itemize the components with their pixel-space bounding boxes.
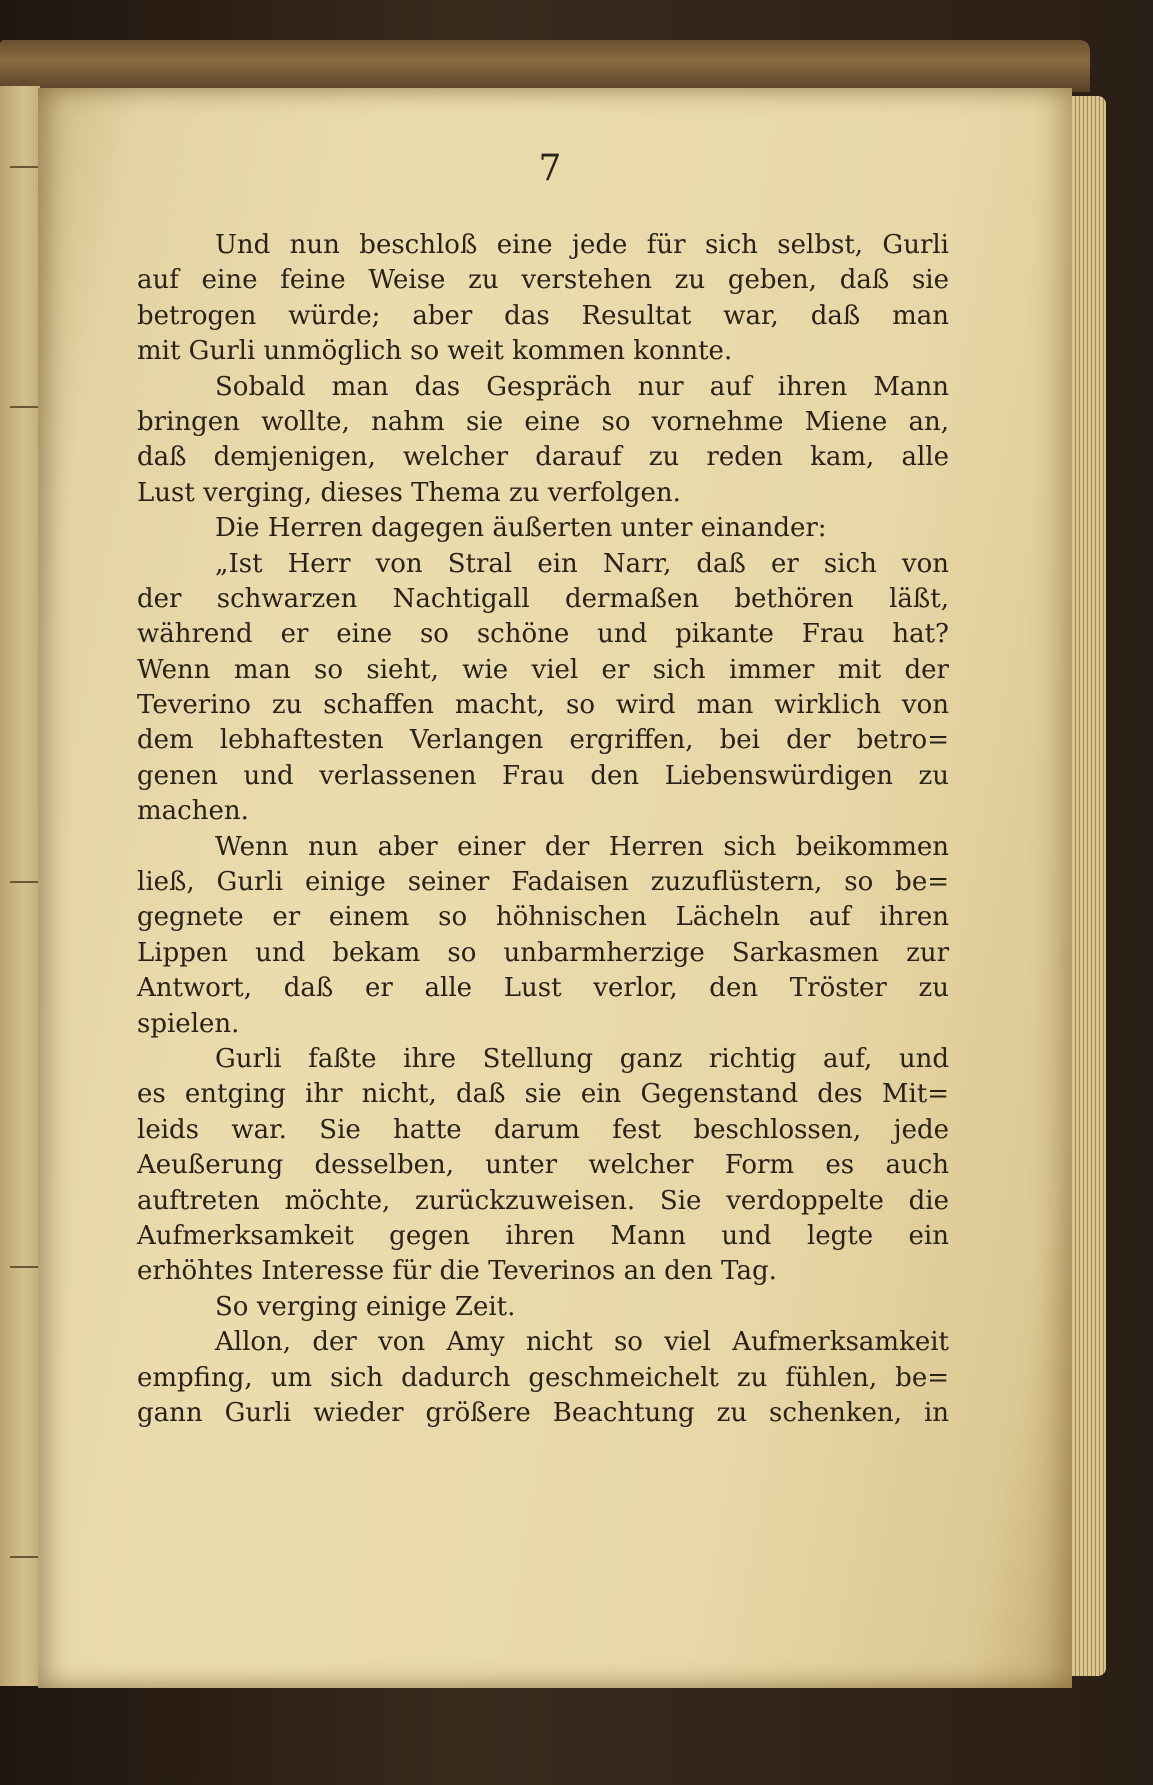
text-line: es entging ihr nicht, daß sie ein Gegenstand des Mit=	[137, 1079, 949, 1110]
binding-thread-mark	[10, 1556, 38, 1558]
text-line: Antwort, daß er alle Lust verlor, den Tröster zu	[137, 973, 949, 1004]
text-line: „Ist Herr von Stral ein Narr, daß er sich von	[215, 548, 949, 579]
binding-thread-mark	[10, 166, 38, 168]
binding-thread-mark	[10, 881, 38, 883]
binding-thread-mark	[10, 1266, 38, 1268]
text-line: auf eine feine Weise zu verstehen zu geben, daß sie	[137, 265, 949, 296]
text-line: Die Herren dagegen äußerten unter einander:	[215, 513, 827, 544]
text-line: dem lebhaftesten Verlangen ergriffen, bei der betro=	[137, 725, 949, 756]
text-line: mit Gurli unmöglich so weit kommen konnte.	[137, 336, 733, 367]
binding-thread-mark	[10, 406, 38, 408]
page-text	[137, 228, 949, 1431]
text-line: Aeußerung desselben, unter welcher Form es auch	[137, 1150, 949, 1181]
text-line: erhöhtes Interesse für die Teverinos an den Tag.	[137, 1256, 777, 1287]
text-line: Teverino zu schaffen macht, so wird man wirklich von	[137, 690, 949, 721]
text-line: leids war. Sie hatte darum fest beschlossen, jede	[137, 1114, 949, 1145]
text-line: machen.	[137, 796, 249, 827]
text-line: Wenn man so sieht, wie viel er sich immer mit der	[137, 654, 949, 685]
text-line: daß demjenigen, welcher darauf zu reden kam, alle	[137, 442, 949, 473]
text-line: ließ, Gurli einige seiner Fadaisen zuzuflüstern, so be=	[137, 867, 949, 898]
text-line: während er eine so schöne und pikante Frau hat?	[137, 619, 949, 650]
text-line: Lust verging, dieses Thema zu verfolgen.	[137, 477, 681, 508]
text-line: Lippen und bekam so unbarmherzige Sarkasmen zur	[137, 937, 949, 968]
text-line: Sobald man das Gespräch nur auf ihren Mann	[215, 371, 949, 402]
text-line: So verging einige Zeit.	[215, 1291, 516, 1322]
text-line: Allon, der von Amy nicht so viel Aufmerksamkeit	[215, 1327, 949, 1358]
text-line: gegnete er einem so höhnischen Lächeln auf ihren	[137, 902, 949, 933]
text-line: betrogen würde; aber das Resultat war, daß man	[137, 300, 949, 331]
text-line: empfing, um sich dadurch geschmeichelt zu fühlen, be=	[137, 1362, 949, 1393]
page-number: 7	[538, 148, 562, 189]
text-line: Gurli faßte ihre Stellung ganz richtig auf, und	[215, 1043, 949, 1074]
text-line: Wenn nun aber einer der Herren sich beikommen	[215, 831, 949, 862]
text-line: der schwarzen Nachtigall dermaßen bethören läßt,	[137, 583, 949, 614]
text-line: gann Gurli wieder größere Beachtung zu schenken, in	[137, 1397, 949, 1428]
book-top-edge	[0, 40, 1090, 92]
left-page-edge	[0, 86, 40, 1686]
text-line: auftreten möchte, zurückzuweisen. Sie verdoppelte die	[137, 1185, 949, 1216]
text-line: genen und verlassenen Frau den Liebenswürdigen zu	[137, 760, 949, 791]
text-line: spielen.	[137, 1008, 240, 1039]
text-line: bringen wollte, nahm sie eine so vornehme Miene an,	[137, 406, 949, 437]
text-line: Und nun beschloß eine jede für sich selbst, Gurli	[215, 230, 949, 260]
text-line: Aufmerksamkeit gegen ihren Mann und legte ein	[137, 1220, 949, 1251]
